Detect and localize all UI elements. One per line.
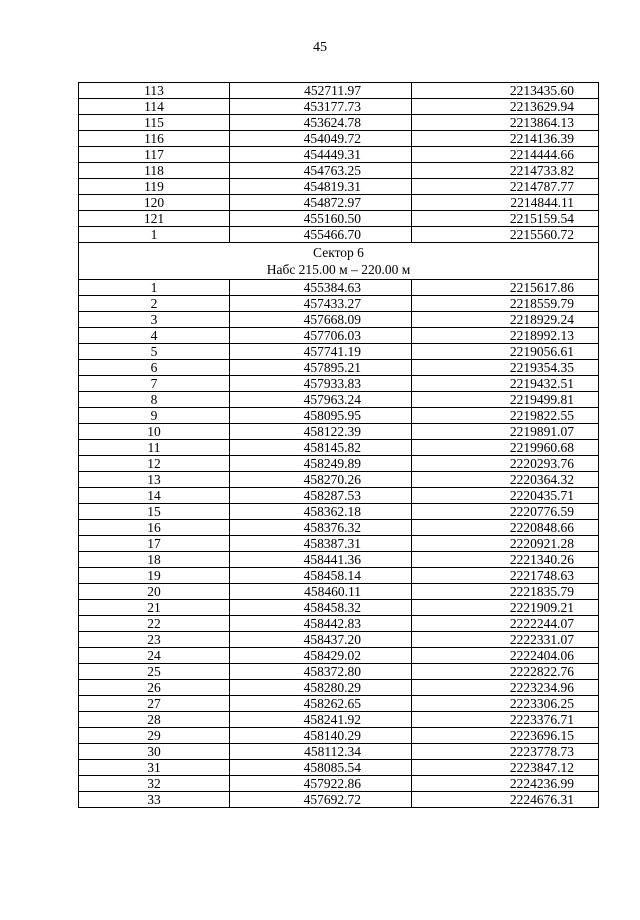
x-coordinate-cell: 457433.27 [230, 296, 412, 312]
y-coordinate-cell: 2220776.59 [412, 504, 599, 520]
x-coordinate-cell: 455466.70 [230, 227, 412, 243]
x-coordinate-cell: 458095.95 [230, 408, 412, 424]
x-coordinate-cell: 458376.32 [230, 520, 412, 536]
x-coordinate-cell: 458241.92 [230, 712, 412, 728]
x-coordinate-cell: 454819.31 [230, 179, 412, 195]
y-coordinate-cell: 2221748.63 [412, 568, 599, 584]
table-row [79, 163, 599, 179]
point-number-cell: 8 [79, 392, 230, 408]
y-coordinate-cell: 2220435.71 [412, 488, 599, 504]
table-row [79, 536, 599, 552]
x-coordinate-cell: 458458.32 [230, 600, 412, 616]
y-coordinate-cell: 2219960.68 [412, 440, 599, 456]
x-coordinate-cell: 458249.89 [230, 456, 412, 472]
x-coordinate-cell: 455160.50 [230, 211, 412, 227]
table-row [79, 179, 599, 195]
x-coordinate-cell: 457741.19 [230, 344, 412, 360]
x-coordinate-cell: 457668.09 [230, 312, 412, 328]
coordinates-table [78, 82, 599, 808]
point-number-cell: 19 [79, 568, 230, 584]
table-row [79, 328, 599, 344]
point-number-cell: 6 [79, 360, 230, 376]
point-number-cell: 16 [79, 520, 230, 536]
table-row [79, 680, 599, 696]
y-coordinate-cell: 2219354.35 [412, 360, 599, 376]
table-row [79, 440, 599, 456]
x-coordinate-cell: 453624.78 [230, 115, 412, 131]
x-coordinate-cell: 457706.03 [230, 328, 412, 344]
x-coordinate-cell: 458085.54 [230, 760, 412, 776]
point-number-cell: 5 [79, 344, 230, 360]
table-row [79, 312, 599, 328]
point-number-cell: 118 [79, 163, 230, 179]
table-row [79, 648, 599, 664]
table-row [79, 83, 599, 99]
x-coordinate-cell: 458372.80 [230, 664, 412, 680]
table-row [79, 584, 599, 600]
table-row [79, 616, 599, 632]
table-row [79, 392, 599, 408]
y-coordinate-cell: 2219056.61 [412, 344, 599, 360]
x-coordinate-cell: 458145.82 [230, 440, 412, 456]
table-row [79, 408, 599, 424]
sector-header-group [79, 243, 599, 280]
point-number-cell: 3 [79, 312, 230, 328]
sector-height-range: Набс 215.00 м – 220.00 м [266, 262, 411, 277]
y-coordinate-cell: 2222404.06 [412, 648, 599, 664]
x-coordinate-cell: 458287.53 [230, 488, 412, 504]
x-coordinate-cell: 458458.14 [230, 568, 412, 584]
x-coordinate-cell: 458112.34 [230, 744, 412, 760]
point-number-cell: 32 [79, 776, 230, 792]
point-number-cell: 114 [79, 99, 230, 115]
table-row [79, 280, 599, 296]
y-coordinate-cell: 2224676.31 [412, 792, 599, 808]
point-number-cell: 21 [79, 600, 230, 616]
x-coordinate-cell: 458280.29 [230, 680, 412, 696]
point-number-cell: 14 [79, 488, 230, 504]
y-coordinate-cell: 2221340.26 [412, 552, 599, 568]
table-row [79, 360, 599, 376]
table-row [79, 227, 599, 243]
point-number-cell: 10 [79, 424, 230, 440]
table-row [79, 712, 599, 728]
y-coordinate-cell: 2214444.66 [412, 147, 599, 163]
x-coordinate-cell: 457922.86 [230, 776, 412, 792]
y-coordinate-cell: 2220293.76 [412, 456, 599, 472]
sector-header-row [79, 243, 599, 280]
point-number-cell: 120 [79, 195, 230, 211]
y-coordinate-cell: 2215617.86 [412, 280, 599, 296]
table-row [79, 211, 599, 227]
point-number-cell: 15 [79, 504, 230, 520]
point-number-cell: 1 [79, 227, 230, 243]
page-number: 45 [313, 40, 327, 55]
x-coordinate-cell: 457895.21 [230, 360, 412, 376]
point-number-cell: 30 [79, 744, 230, 760]
y-coordinate-cell: 2223234.96 [412, 680, 599, 696]
table-row [79, 147, 599, 163]
point-number-cell: 28 [79, 712, 230, 728]
x-coordinate-cell: 452711.97 [230, 83, 412, 99]
point-number-cell: 26 [79, 680, 230, 696]
coordinates-rows-before [79, 83, 599, 243]
point-number-cell: 113 [79, 83, 230, 99]
x-coordinate-cell: 458437.20 [230, 632, 412, 648]
x-coordinate-cell: 458270.26 [230, 472, 412, 488]
point-number-cell: 116 [79, 131, 230, 147]
table-row [79, 504, 599, 520]
table-row [79, 456, 599, 472]
point-number-cell: 25 [79, 664, 230, 680]
x-coordinate-cell: 454763.25 [230, 163, 412, 179]
point-number-cell: 2 [79, 296, 230, 312]
point-number-cell: 22 [79, 616, 230, 632]
y-coordinate-cell: 2221835.79 [412, 584, 599, 600]
y-coordinate-cell: 2219891.07 [412, 424, 599, 440]
point-number-cell: 23 [79, 632, 230, 648]
table-row [79, 424, 599, 440]
y-coordinate-cell: 2220848.66 [412, 520, 599, 536]
table-row [79, 664, 599, 680]
x-coordinate-cell: 455384.63 [230, 280, 412, 296]
y-coordinate-cell: 2223847.12 [412, 760, 599, 776]
point-number-cell: 27 [79, 696, 230, 712]
table-row [79, 344, 599, 360]
x-coordinate-cell: 458122.39 [230, 424, 412, 440]
sector-header [79, 243, 599, 280]
x-coordinate-cell: 454449.31 [230, 147, 412, 163]
y-coordinate-cell: 2220921.28 [412, 536, 599, 552]
y-coordinate-cell: 2214136.39 [412, 131, 599, 147]
table-row [79, 744, 599, 760]
table-row [79, 488, 599, 504]
table-row [79, 376, 599, 392]
y-coordinate-cell: 2224236.99 [412, 776, 599, 792]
y-coordinate-cell: 2222331.07 [412, 632, 599, 648]
point-number-cell: 119 [79, 179, 230, 195]
y-coordinate-cell: 2220364.32 [412, 472, 599, 488]
y-coordinate-cell: 2222822.76 [412, 664, 599, 680]
y-coordinate-cell: 2218559.79 [412, 296, 599, 312]
table-row [79, 472, 599, 488]
y-coordinate-cell: 2213864.13 [412, 115, 599, 131]
y-coordinate-cell: 2215159.54 [412, 211, 599, 227]
y-coordinate-cell: 2214733.82 [412, 163, 599, 179]
point-number-cell: 115 [79, 115, 230, 131]
x-coordinate-cell: 458429.02 [230, 648, 412, 664]
table-row [79, 728, 599, 744]
y-coordinate-cell: 2223778.73 [412, 744, 599, 760]
x-coordinate-cell: 458442.83 [230, 616, 412, 632]
y-coordinate-cell: 2214787.77 [412, 179, 599, 195]
point-number-cell: 11 [79, 440, 230, 456]
table-row [79, 131, 599, 147]
point-number-cell: 1 [79, 280, 230, 296]
x-coordinate-cell: 458262.65 [230, 696, 412, 712]
y-coordinate-cell: 2223696.15 [412, 728, 599, 744]
table-row [79, 568, 599, 584]
y-coordinate-cell: 2218929.24 [412, 312, 599, 328]
x-coordinate-cell: 454049.72 [230, 131, 412, 147]
table-row [79, 632, 599, 648]
point-number-cell: 7 [79, 376, 230, 392]
y-coordinate-cell: 2222244.07 [412, 616, 599, 632]
point-number-cell: 18 [79, 552, 230, 568]
x-coordinate-cell: 458460.11 [230, 584, 412, 600]
table-row [79, 99, 599, 115]
point-number-cell: 33 [79, 792, 230, 808]
x-coordinate-cell: 457692.72 [230, 792, 412, 808]
x-coordinate-cell: 458441.36 [230, 552, 412, 568]
point-number-cell: 4 [79, 328, 230, 344]
y-coordinate-cell: 2213629.94 [412, 99, 599, 115]
y-coordinate-cell: 2213435.60 [412, 83, 599, 99]
y-coordinate-cell: 2218992.13 [412, 328, 599, 344]
point-number-cell: 20 [79, 584, 230, 600]
y-coordinate-cell: 2214844.11 [412, 195, 599, 211]
point-number-cell: 24 [79, 648, 230, 664]
point-number-cell: 17 [79, 536, 230, 552]
table-row [79, 296, 599, 312]
coordinates-rows-after [79, 280, 599, 808]
y-coordinate-cell: 2219822.55 [412, 408, 599, 424]
y-coordinate-cell: 2215560.72 [412, 227, 599, 243]
point-number-cell: 117 [79, 147, 230, 163]
y-coordinate-cell: 2223376.71 [412, 712, 599, 728]
x-coordinate-cell: 458362.18 [230, 504, 412, 520]
table-row [79, 115, 599, 131]
table-row [79, 760, 599, 776]
y-coordinate-cell: 2219499.81 [412, 392, 599, 408]
point-number-cell: 31 [79, 760, 230, 776]
point-number-cell: 9 [79, 408, 230, 424]
x-coordinate-cell: 453177.73 [230, 99, 412, 115]
table-row [79, 776, 599, 792]
table-row [79, 600, 599, 616]
y-coordinate-cell: 2221909.21 [412, 600, 599, 616]
table-row [79, 792, 599, 808]
table-row [79, 696, 599, 712]
x-coordinate-cell: 458387.31 [230, 536, 412, 552]
x-coordinate-cell: 454872.97 [230, 195, 412, 211]
sector-title: Сектор 6 [313, 245, 364, 260]
point-number-cell: 13 [79, 472, 230, 488]
table-row [79, 552, 599, 568]
point-number-cell: 121 [79, 211, 230, 227]
table-row [79, 195, 599, 211]
point-number-cell: 29 [79, 728, 230, 744]
x-coordinate-cell: 458140.29 [230, 728, 412, 744]
y-coordinate-cell: 2223306.25 [412, 696, 599, 712]
y-coordinate-cell: 2219432.51 [412, 376, 599, 392]
table-row [79, 520, 599, 536]
point-number-cell: 12 [79, 456, 230, 472]
x-coordinate-cell: 457933.83 [230, 376, 412, 392]
x-coordinate-cell: 457963.24 [230, 392, 412, 408]
